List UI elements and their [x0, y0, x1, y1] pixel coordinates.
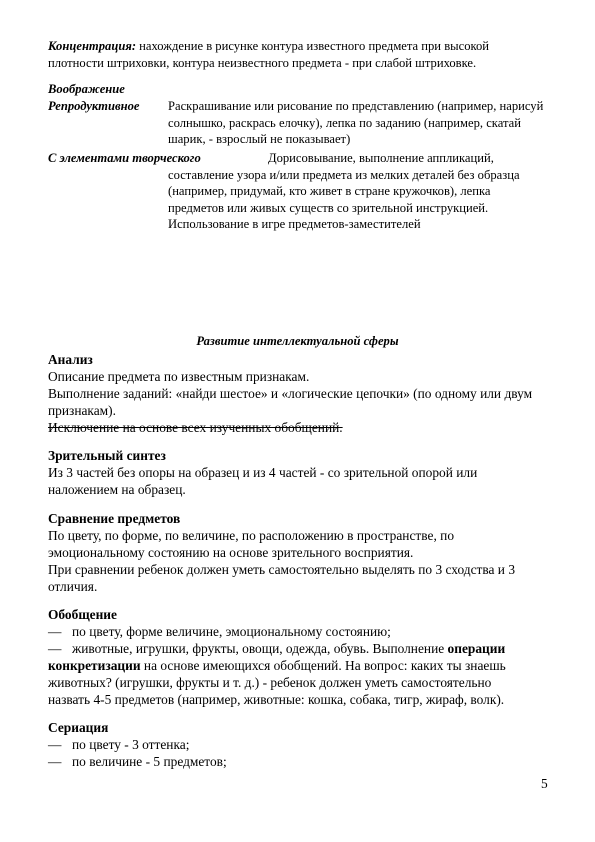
- creative-first-line: Дорисовывание, выполнение аппликаций,: [268, 151, 494, 165]
- reproductive-label: Репродуктивное: [48, 99, 140, 113]
- generalization-line-3-bold: конкретизации: [48, 658, 141, 673]
- comparison-line-2: эмоциональному состоянию на основе зрительного восприятия.: [48, 545, 414, 560]
- generalization-line-4: животных? (игрушки, фрукты и т. д.) - ребенок должен уметь самостоятельно: [48, 675, 492, 690]
- visual-synthesis-line-1: Из 3 частей без опоры на образец и из 4 частей - со зрительной опорой или: [48, 465, 478, 480]
- seriation-item-1-text: по цвету - 3 оттенка;: [72, 737, 190, 752]
- analysis-heading: Анализ: [48, 352, 93, 367]
- concentration-text-1: нахождение в рисунке контура известного предмета при высокой: [136, 39, 490, 53]
- generalization-item-1: [48, 623, 391, 640]
- visual-synthesis-heading: Зрительный синтез: [48, 448, 166, 463]
- creative-line-4: Использование в игре предметов-заместителей: [168, 217, 421, 231]
- visual-synthesis-line-2: наложением на образец.: [48, 482, 186, 497]
- creative-line-3: предметов или живых существ со зрительной инструкцией.: [168, 201, 489, 215]
- generalization-item-2-bold: операции: [447, 641, 506, 656]
- list-dash: —: [48, 641, 62, 656]
- seriation-heading: Сериация: [48, 720, 109, 735]
- reproductive-line-1: Раскрашивание или рисование по представлению (например, нарисуй: [168, 99, 544, 113]
- creative-label: С элементами творческого: [48, 151, 201, 165]
- generalization-line-3: [48, 657, 506, 674]
- seriation-item-2-text: по величине - 5 предметов;: [72, 754, 227, 769]
- imagination-heading: Воображение: [48, 82, 125, 96]
- list-dash: —: [48, 624, 62, 639]
- concentration-label: Концентрация:: [48, 39, 137, 53]
- creative-line-1: составление узора и/или предмета из мелких деталей без образца: [168, 168, 520, 182]
- seriation-item-2: [48, 753, 227, 770]
- generalization-heading: Обобщение: [48, 607, 117, 622]
- generalization-item-1-text: по цвету, форме величине, эмоциональному состоянию;: [72, 624, 391, 639]
- generalization-line-5: назвать 4-5 предметов (например, животные: кошка, собака, тигр, жираф, волк).: [48, 692, 505, 707]
- generalization-item-2-text: животные, игрушки, фрукты, овощи, одежда, обувь. Выполнение: [72, 641, 448, 656]
- comparison-line-1: По цвету, по форме, по величине, по расположению в пространстве, по: [48, 528, 455, 543]
- concentration-line-1: [48, 38, 489, 54]
- concentration-text-2: плотности штриховки, контура неизвестного предмета - при слабой штриховке.: [48, 56, 477, 70]
- list-dash: —: [48, 754, 62, 769]
- creative-line-2: (например, придумай, кто живет в стране кружочков), лепка: [168, 184, 491, 198]
- analysis-line-4: Исключение на основе всех изученных обобщений.: [48, 420, 343, 435]
- analysis-line-3: признакам).: [48, 403, 116, 418]
- comparison-line-4: отличия.: [48, 579, 98, 594]
- comparison-heading: Сравнение предметов: [48, 511, 181, 526]
- generalization-item-2: [48, 640, 505, 657]
- analysis-line-1: Описание предмета по известным признакам.: [48, 369, 310, 384]
- analysis-line-2: Выполнение заданий: «найди шестое» и «логические цепочки» (по одному или двум: [48, 386, 533, 401]
- section-title: Развитие интеллектуальной сферы: [196, 334, 399, 348]
- comparison-line-3: При сравнении ребенок должен уметь самостоятельно выделять по 3 сходства и 3: [48, 562, 516, 577]
- list-dash: —: [48, 737, 62, 752]
- seriation-item-1: [48, 736, 189, 753]
- reproductive-line-2: солнышко, раскрась елочку), лепка по заданию (например, скатай: [168, 116, 521, 130]
- reproductive-line-3: шарик, - взрослый не показывает): [168, 132, 351, 146]
- generalization-line-3-text: на основе имеющихся обобщений. На вопрос: каких ты знаешь: [140, 658, 506, 673]
- page-number: 5: [541, 776, 548, 791]
